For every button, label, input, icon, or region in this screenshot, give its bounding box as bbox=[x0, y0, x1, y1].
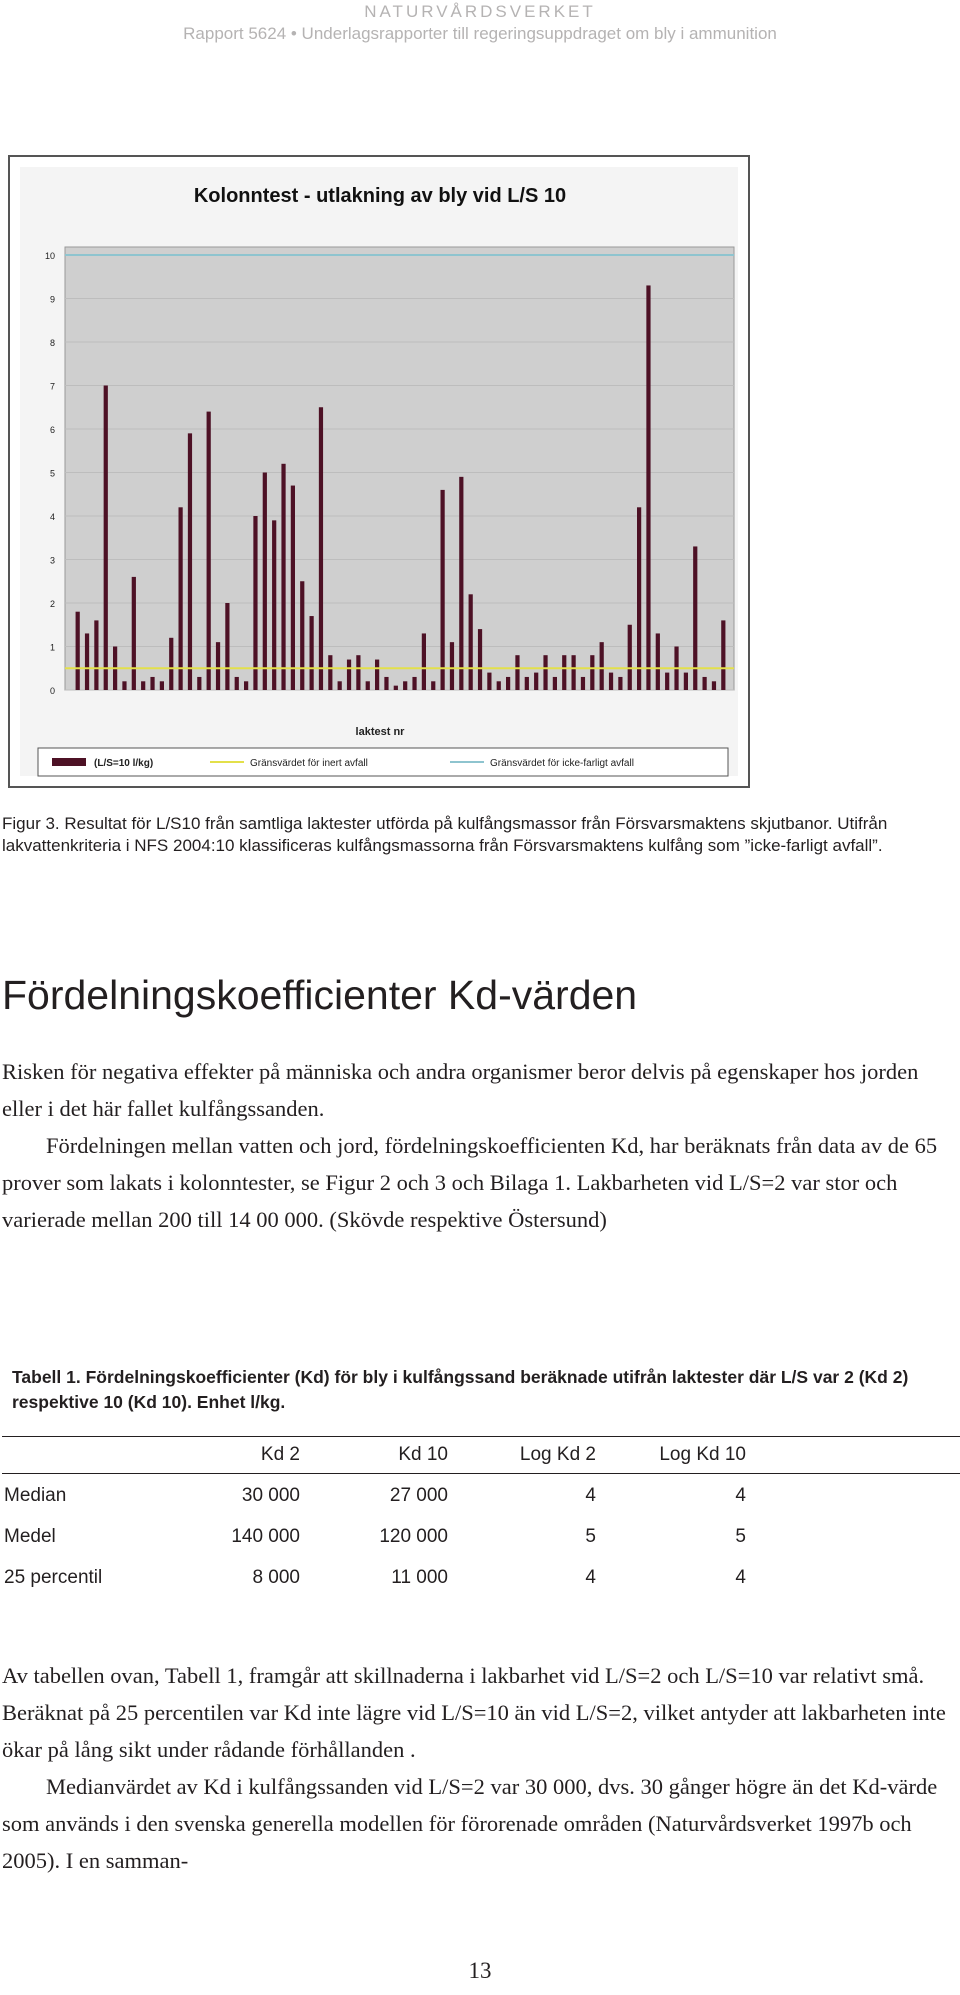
y-tick-label: 6 bbox=[49, 425, 55, 435]
bar bbox=[534, 673, 538, 690]
table-row-label: Median bbox=[4, 1485, 67, 1506]
table-cell: 4 bbox=[735, 1567, 746, 1588]
bar bbox=[553, 677, 557, 690]
bar bbox=[169, 638, 173, 690]
chart-title: Kolonntest - utlakning av bly vid L/S 10 bbox=[193, 185, 567, 207]
bar bbox=[450, 642, 454, 690]
table-cell: 5 bbox=[585, 1526, 596, 1547]
bar bbox=[310, 616, 314, 690]
bar bbox=[253, 516, 257, 690]
bar bbox=[347, 660, 351, 690]
page-number: 13 bbox=[468, 1958, 492, 1983]
bar bbox=[394, 686, 398, 690]
bar bbox=[590, 655, 594, 690]
bar bbox=[76, 612, 80, 690]
bar bbox=[543, 655, 547, 690]
legend-label-line: Gränsvärdet för inert avfall bbox=[250, 758, 368, 769]
bar bbox=[384, 677, 388, 690]
bar bbox=[618, 677, 622, 690]
bar bbox=[225, 603, 229, 690]
bar bbox=[703, 677, 707, 690]
bar bbox=[216, 642, 220, 690]
y-tick-label: 4 bbox=[49, 512, 55, 522]
legend-swatch-series bbox=[52, 758, 86, 766]
table-header-kd2: Kd 2 bbox=[260, 1444, 300, 1465]
table-cell: 11 000 bbox=[391, 1567, 448, 1588]
table-cell: 120 000 bbox=[379, 1526, 448, 1547]
plot-area bbox=[65, 247, 734, 690]
bar bbox=[150, 677, 154, 690]
bar bbox=[244, 681, 248, 690]
bar bbox=[646, 285, 650, 690]
bar bbox=[581, 677, 585, 690]
bar bbox=[375, 660, 379, 690]
bar bbox=[94, 620, 98, 690]
table-row-label: Medel bbox=[4, 1526, 56, 1547]
table-cell: 140 000 bbox=[231, 1526, 300, 1547]
bar bbox=[366, 681, 370, 690]
bar bbox=[263, 473, 267, 691]
bar bbox=[160, 681, 164, 690]
table-rule-header bbox=[2, 1473, 960, 1474]
figure-caption: Figur 3. Resultat för L/S10 från samtliga laktester utförda på kulfångsmassor från Försvarsmaktens skjutbanor. Utifrån lakvattenkriteria i NFS 2004:10 klassificeras kulfångsmassorna från Försvarsmaktens kulfång som ”icke-farligt avfall”. bbox=[2, 814, 888, 855]
table-cell: 4 bbox=[585, 1485, 596, 1506]
section-title: Fördelningskoefficienter Kd-värden bbox=[2, 972, 638, 1018]
bar bbox=[431, 681, 435, 690]
bar bbox=[628, 625, 632, 690]
bar bbox=[525, 677, 529, 690]
y-tick-label: 10 bbox=[44, 251, 55, 261]
bar-chart bbox=[10, 157, 748, 786]
table-cell: 4 bbox=[585, 1567, 596, 1588]
legend-label-series: (L/S=10 l/kg) bbox=[94, 758, 154, 769]
bar bbox=[197, 677, 201, 690]
bar bbox=[459, 477, 463, 690]
bar bbox=[562, 655, 566, 690]
table-row-label: 25 percentil bbox=[4, 1567, 103, 1588]
bar bbox=[497, 681, 501, 690]
bar bbox=[600, 642, 604, 690]
body-text-conclusion bbox=[2, 1657, 952, 1879]
paragraph: Medianvärdet av Kd i kulfångssanden vid L/S=2 var 30 000, dvs. 30 gånger högre än det Kd-värde som används i den svenska generella modellen för förorenade områden (Naturvårdsverket 1997b och 2005). I en samman- bbox=[2, 1774, 938, 1873]
header-report-title: Rapport 5624 • Underlagsrapporter till regeringsuppdraget om bly i ammunition bbox=[183, 24, 777, 43]
table-title: Tabell 1. Fördelningskoefficienter (Kd) för bly i kulfångssand beräknade utifrån laktester där L/S var 2 (Kd 2) respektive 10 (Kd 10). Enhet l/kg. bbox=[12, 1367, 909, 1412]
bar bbox=[235, 677, 239, 690]
bar bbox=[356, 655, 360, 690]
table-cell: 27 000 bbox=[389, 1485, 448, 1506]
bar bbox=[328, 655, 332, 690]
bar bbox=[132, 577, 136, 690]
y-tick-label: 7 bbox=[49, 381, 55, 392]
figure-chart bbox=[8, 155, 750, 788]
bar bbox=[188, 433, 192, 690]
bar bbox=[412, 677, 416, 690]
bar bbox=[609, 673, 613, 690]
body-text-intro bbox=[2, 1053, 952, 1238]
bar bbox=[506, 677, 510, 690]
bar bbox=[478, 629, 482, 690]
bar bbox=[281, 464, 285, 690]
bar bbox=[515, 655, 519, 690]
paragraph: Fördelningen mellan vatten och jord, fördelningskoefficienten Kd, har beräknats från data av de 65 prover som lakats i kolonntester, se Figur 2 och 3 och Bilaga 1. Lakbarheten vid L/S=2 var stor och varierade mellan 200 till 14 00 000. (Skövde respektive Östersund) bbox=[2, 1133, 938, 1232]
bar bbox=[572, 655, 576, 690]
table-cell: 4 bbox=[735, 1485, 746, 1506]
table-header-kd10: Kd 10 bbox=[398, 1444, 448, 1465]
bar bbox=[637, 507, 641, 690]
table-header-logkd10: Log Kd 10 bbox=[659, 1444, 746, 1465]
bar bbox=[300, 581, 304, 690]
bar bbox=[665, 673, 669, 690]
y-tick-label: 0 bbox=[49, 686, 55, 696]
y-tick-label: 2 bbox=[49, 599, 55, 609]
bar bbox=[487, 673, 491, 690]
bar bbox=[684, 673, 688, 690]
table-cell: 30 000 bbox=[241, 1485, 300, 1506]
bar bbox=[338, 681, 342, 690]
bar bbox=[403, 681, 407, 690]
bar bbox=[141, 681, 145, 690]
table-cell: 8 000 bbox=[252, 1567, 300, 1588]
paragraph: Risken för negativa effekter på människa och andra organismer beror delvis på egenskaper hos jorden eller i det här fallet kulfångssanden. bbox=[2, 1059, 919, 1121]
table-header-logkd2: Log Kd 2 bbox=[519, 1444, 596, 1465]
bar bbox=[469, 594, 473, 690]
table-rule-top bbox=[2, 1436, 960, 1437]
bar bbox=[712, 681, 716, 690]
header-org: NATURVÅRDSVERKET bbox=[364, 2, 596, 21]
y-tick-label: 9 bbox=[49, 294, 55, 305]
y-tick-label: 5 bbox=[49, 468, 55, 479]
table-cell: 5 bbox=[735, 1526, 746, 1547]
y-tick-label: 3 bbox=[49, 555, 55, 566]
legend-label-line: Gränsvärdet för icke-farligt avfall bbox=[490, 758, 634, 769]
bar bbox=[291, 486, 295, 690]
bar bbox=[721, 620, 725, 690]
y-tick-label: 1 bbox=[49, 642, 55, 653]
bar bbox=[656, 633, 660, 690]
bar bbox=[272, 520, 276, 690]
x-axis-label: laktest nr bbox=[355, 726, 405, 738]
bar bbox=[441, 490, 445, 690]
bar bbox=[207, 412, 211, 690]
bar bbox=[122, 681, 126, 690]
bar bbox=[422, 633, 426, 690]
bar bbox=[319, 407, 323, 690]
bar bbox=[85, 633, 89, 690]
paragraph: Av tabellen ovan, Tabell 1, framgår att skillnaderna i lakbarhet vid L/S=2 och L/S=10 var relativt små. Beräknat på 25 percentilen var Kd inte lägre vid L/S=10 än vid L/S=2, vilket antyder att lakbarheten inte ökar på lång sikt under rådande förhållanden . bbox=[2, 1663, 946, 1762]
bar bbox=[104, 386, 108, 691]
y-tick-label: 8 bbox=[49, 338, 55, 348]
bar bbox=[179, 507, 183, 690]
